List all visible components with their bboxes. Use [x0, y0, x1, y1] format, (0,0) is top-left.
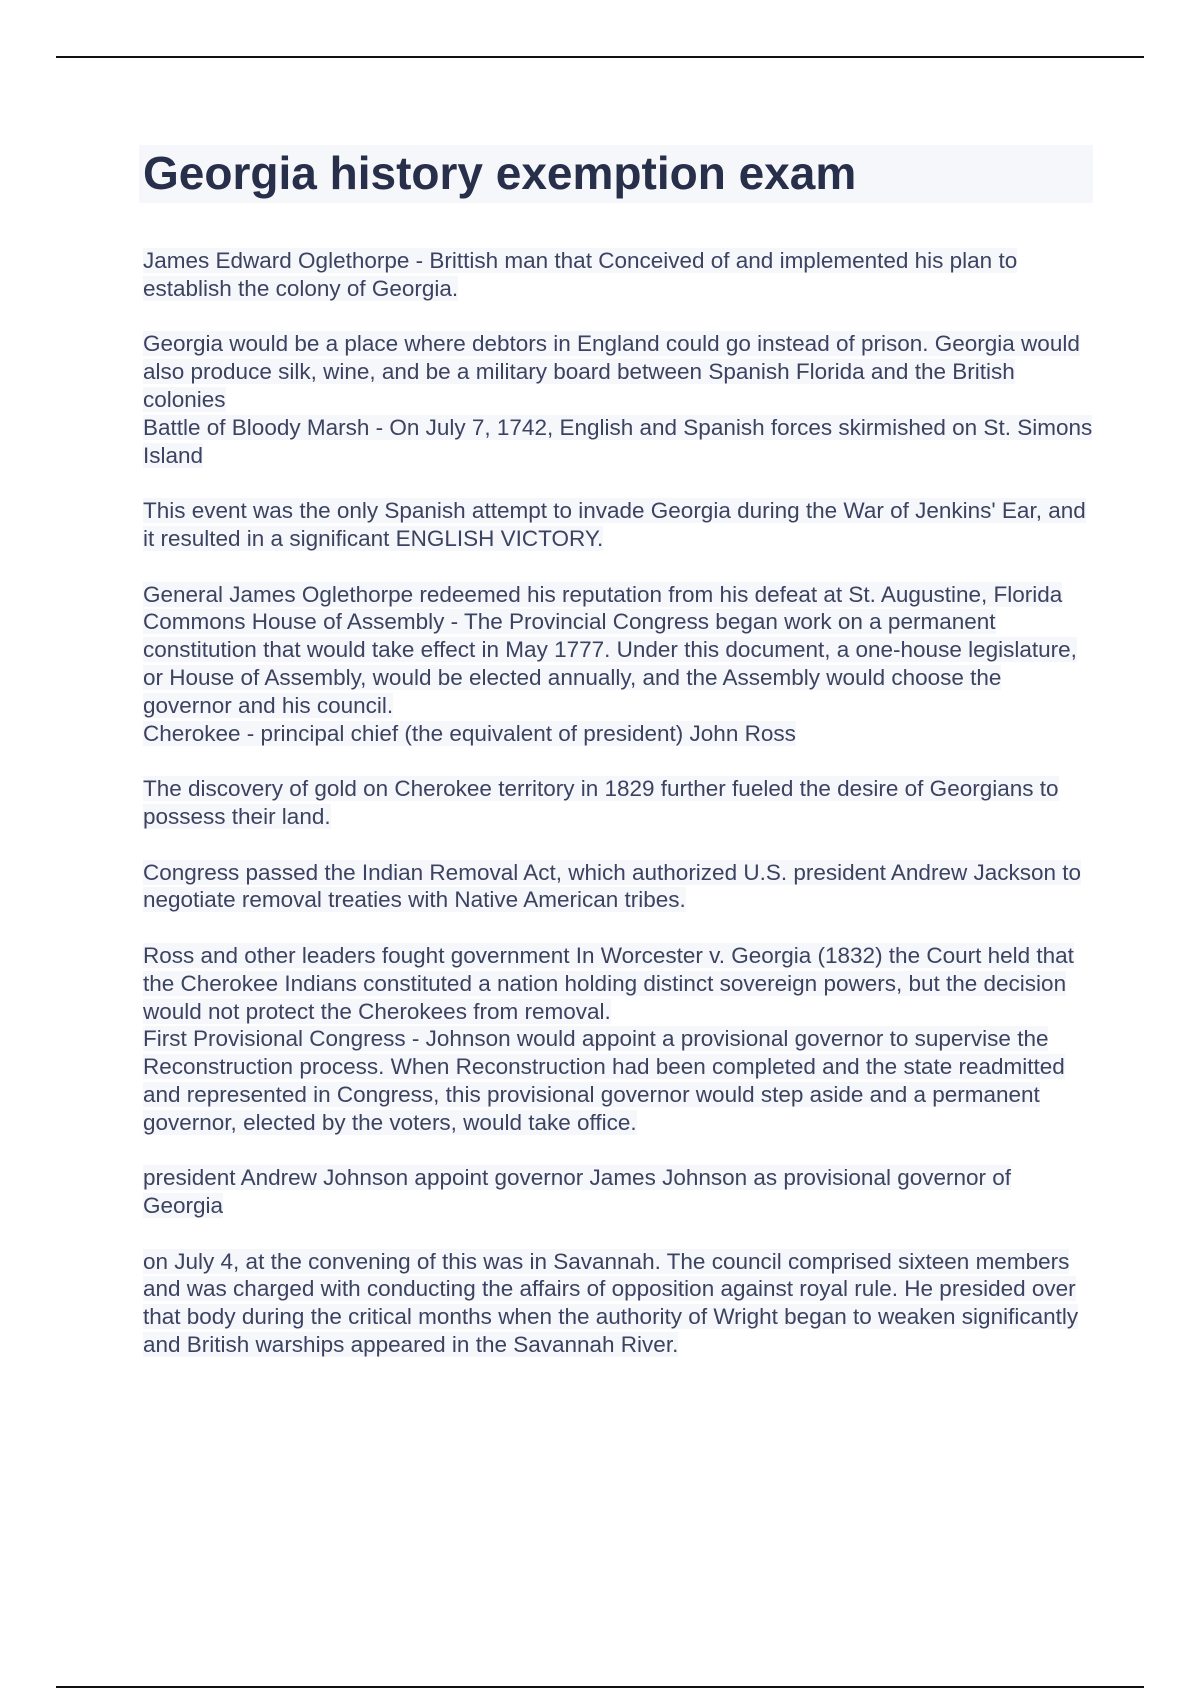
entry-paragraph — [143, 775, 1093, 831]
entry-paragraph — [143, 581, 1093, 609]
entry-paragraph — [143, 942, 1093, 1025]
paragraph-text: First Provisional Congress - Johnson would appoint a provisional governor to supervise the Reconstruction process. When Reconstruction had been completed and the state readmitted and represented in Congress, this provisional governor would step aside and a permanent governor, elected by the voters, would take office. — [143, 1026, 1065, 1135]
entry-paragraph — [143, 1248, 1093, 1359]
paragraph-text: Commons House of Assembly - The Provincial Congress began work on a permanent constitution that would take effect in May 1777. Under this document, a one-house legislature, or House of Assembly, would be elected annually, and the Assembly would choose the governor and his council. — [143, 609, 1077, 718]
entry-cherokee — [143, 720, 1093, 1026]
entry-paragraph — [143, 414, 1093, 470]
paragraph-text: president Andrew Johnson appoint governor James Johnson as provisional governor of Georgia — [143, 1165, 1012, 1219]
paragraph-text: Battle of Bloody Marsh - On July 7, 1742, English and Spanish forces skirmished on St. Simons Island — [143, 414, 1093, 468]
entry-paragraph — [143, 330, 1093, 413]
page-top-rule — [56, 56, 1144, 58]
entry-paragraph — [143, 608, 1093, 719]
paragraph-text: General James Oglethorpe redeemed his reputation from his defeat at St. Augustine, Florida — [143, 581, 1063, 607]
paragraph-text: James Edward Oglethorpe - Brittish man that Conceived of and implemented his plan to establish the colony of Georgia. — [143, 248, 1018, 301]
paragraph-text: Congress passed the Indian Removal Act, which authorized U.S. president Andrew Jackson to negotiate removal treaties with Native American tribes. — [143, 859, 1082, 913]
entry-oglethorpe — [143, 247, 1093, 414]
paragraph-text: Georgia would be a place where debtors in England could go instead of prison. Georgia would also produce silk, wine, and be a military board between Spanish Florida and the British colonies — [143, 331, 1080, 412]
entry-paragraph — [143, 1164, 1093, 1220]
entry-paragraph — [143, 859, 1093, 915]
paragraph-text: on July 4, at the convening of this was in Savannah. The council comprised sixteen members and was charged with conducting the affairs of opposition against royal rule. He presided over that body during the critical months when the authority of Wright began to weaken significantly and British warships appeared in the Savannah River. — [143, 1248, 1079, 1358]
entry-commons-house — [143, 608, 1093, 719]
entries-container — [143, 247, 1093, 1359]
document-body — [143, 145, 1093, 1359]
entry-bloody-marsh — [143, 414, 1093, 609]
paragraph-text: Cherokee - principal chief (the equivalent of president) John Ross — [143, 720, 796, 746]
paragraph-text: This event was the only Spanish attempt to invade Georgia during the War of Jenkins' Ear, and it resulted in a significant ENGLISH VICTORY. — [143, 498, 1086, 551]
title-band — [139, 145, 1093, 203]
entry-paragraph — [143, 720, 1093, 748]
paragraph-text: The discovery of gold on Cherokee territory in 1829 further fueled the desire of Georgians to possess their land. — [143, 776, 1059, 829]
page-bottom-rule — [56, 1686, 1144, 1688]
entry-paragraph — [143, 497, 1093, 553]
paragraph-text: Ross and other leaders fought government In Worcester v. Georgia (1832) the Court held that the Cherokee Indians constituted a nation holding distinct sovereign powers, but the decision would not protect the Cherokees from removal. — [143, 942, 1074, 1024]
document-title: Georgia history exemption exam — [143, 147, 857, 199]
entry-paragraph — [143, 247, 1093, 303]
entry-provisional-congress — [143, 1025, 1093, 1359]
entry-paragraph — [143, 1025, 1093, 1136]
